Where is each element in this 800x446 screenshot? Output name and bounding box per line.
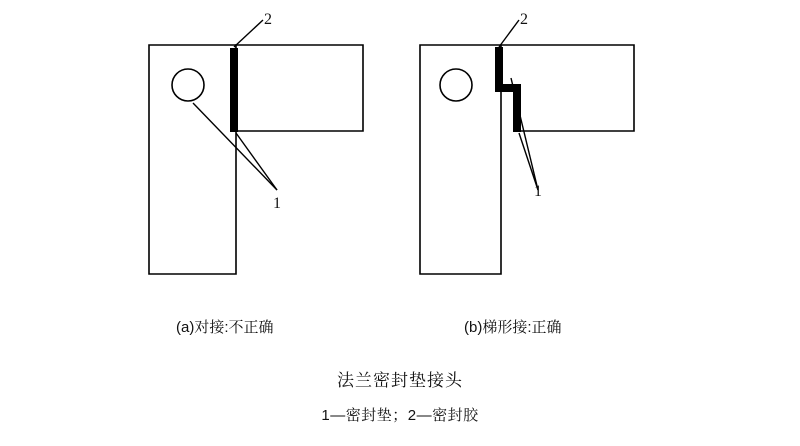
callout-a-1: 1 bbox=[273, 195, 281, 212]
flange-a-horizontal-arm bbox=[236, 45, 363, 131]
bolt-hole-b bbox=[440, 69, 472, 101]
figure-title: 法兰密封垫接头 bbox=[337, 371, 463, 390]
leader-a-2 bbox=[234, 20, 263, 47]
leader-b-2 bbox=[499, 20, 519, 47]
subcaption-a: (a)对接:不正确 bbox=[176, 319, 274, 336]
sealant-band-a bbox=[230, 48, 238, 132]
leader-a-1-lower bbox=[236, 133, 277, 190]
subcaption-b: (b)梯形接:正确 bbox=[464, 319, 562, 336]
diagram-a-butt-joint bbox=[149, 11, 363, 274]
callout-a-2: 2 bbox=[264, 11, 272, 28]
callout-b-2: 2 bbox=[520, 11, 528, 28]
leader-b-1-lower bbox=[519, 133, 538, 190]
diagram-b-stepped-joint bbox=[420, 11, 634, 274]
callout-b-1: 1 bbox=[534, 183, 542, 200]
figure-legend: 1—密封垫；2—密封胶 bbox=[321, 407, 479, 424]
bolt-hole-a bbox=[172, 69, 204, 101]
